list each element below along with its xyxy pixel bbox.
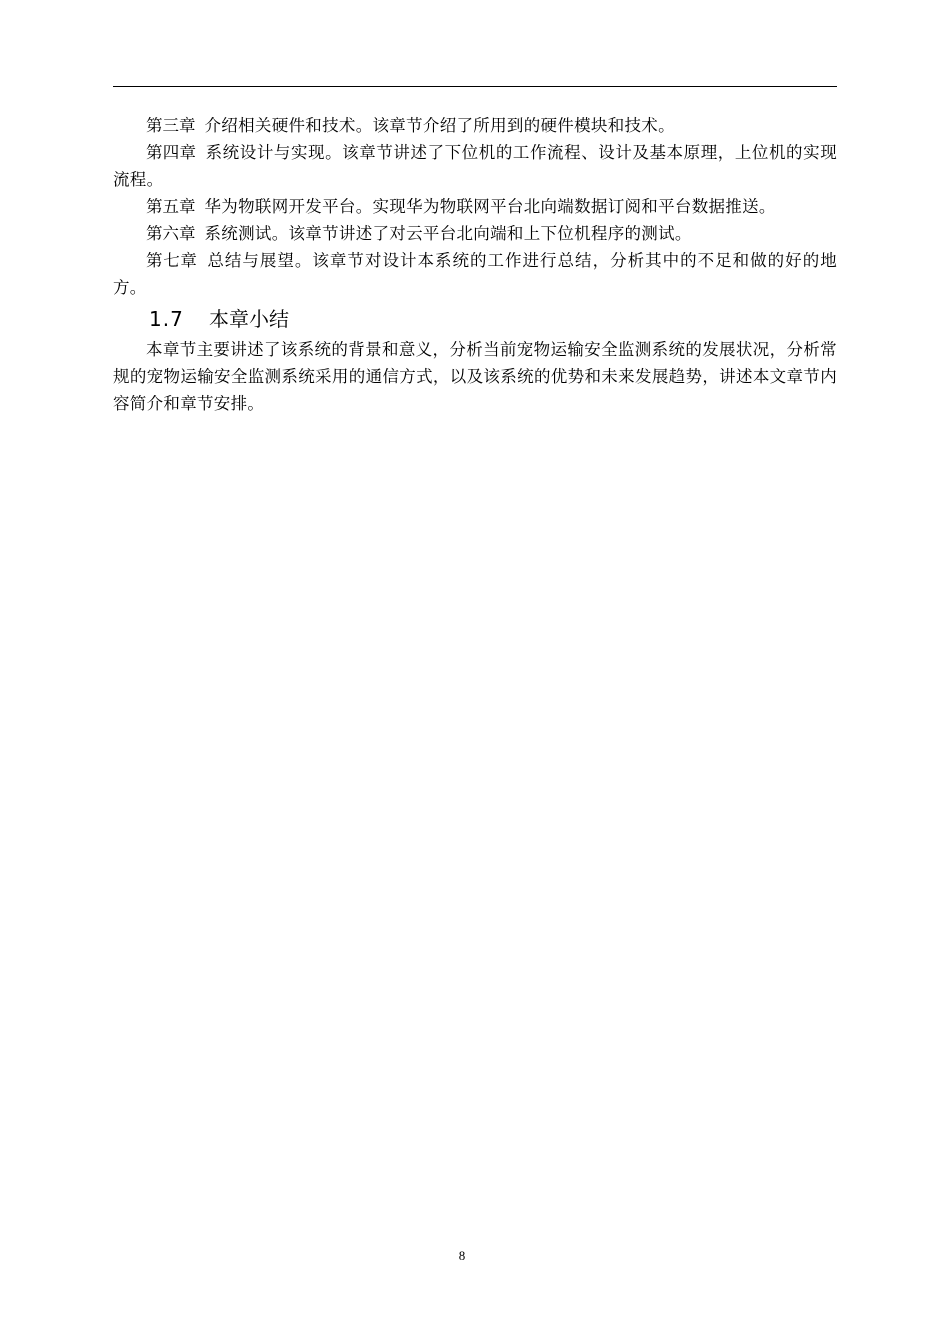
chapter-label: 第三章: [146, 116, 196, 135]
chapter-label: 第七章: [146, 251, 198, 270]
chapter-label: 第四章: [146, 143, 197, 162]
section-number: 1.7: [149, 307, 184, 331]
chapter-paragraph-5: [113, 193, 837, 220]
chapter-description: 总结与展望。该章节对设计本系统的工作进行总结，分析其中的不足和做的好的地方。: [113, 251, 837, 297]
chapter-label: 第六章: [146, 224, 196, 243]
summary-paragraph: 本章节主要讲述了该系统的背景和意义，分析当前宠物运输安全监测系统的发展状况，分析常规的宠物运输安全监测系统采用的通信方式，以及该系统的优势和未来发展趋势，讲述本文章节内容简介和章节安排。: [113, 340, 837, 413]
header-rule: [113, 86, 837, 87]
chapter-description: 华为物联网开发平台。实现华为物联网平台北向端数据订阅和平台数据推送。: [204, 197, 776, 216]
chapter-paragraph-7: [113, 247, 837, 301]
section-title: 本章小结: [209, 307, 289, 331]
page-number: 8: [458, 1248, 466, 1263]
chapter-paragraph-6: [113, 220, 837, 247]
chapter-description: 介绍相关硬件和技术。该章节介绍了所用到的硬件模块和技术。: [204, 116, 675, 135]
chapter-description: 系统测试。该章节讲述了对云平台北向端和上下位机程序的测试。: [204, 224, 692, 243]
chapter-description: 系统设计与实现。该章节讲述了下位机的工作流程、设计及基本原理，上位机的实现流程。: [113, 143, 838, 189]
chapter-paragraph-4: [113, 139, 837, 193]
chapter-label: 第五章: [146, 197, 196, 216]
section-heading: [113, 304, 837, 334]
chapter-paragraph-3: [113, 112, 837, 139]
body-text: [113, 112, 837, 417]
